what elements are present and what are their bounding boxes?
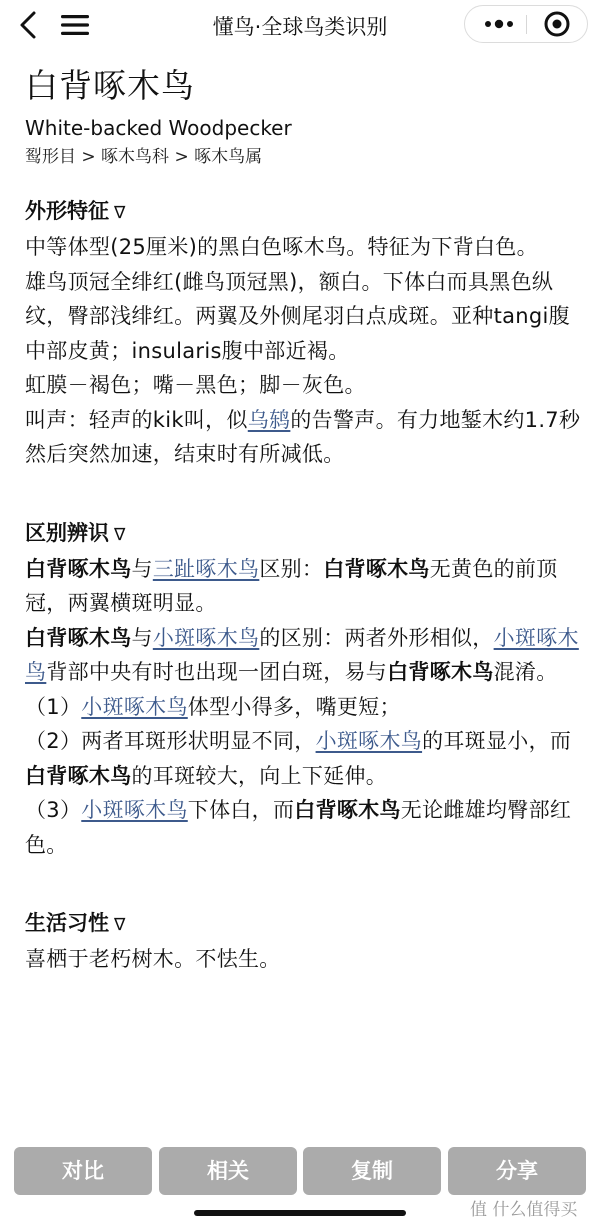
distinguish-item-1 xyxy=(25,690,585,725)
more-button[interactable] xyxy=(473,6,521,42)
text-part: 两者耳斑形状明显不同， xyxy=(81,729,316,753)
link-blackbird[interactable]: 乌鸫 xyxy=(247,407,291,432)
bird-name-bold: 白背啄木鸟 xyxy=(294,798,401,822)
link-lesser-spotted-woodpecker[interactable]: 小斑啄木鸟 xyxy=(25,625,579,684)
taxonomy-breadcrumb: 䴕形目 > 啄木鸟科 > 啄木鸟属 xyxy=(25,147,263,167)
bird-name-bold: 白背啄木鸟 xyxy=(25,556,132,581)
appearance-text: 中等体型(25厘米)的黑白色啄木鸟。特征为下背白色。 xyxy=(25,235,538,259)
more-dots-icon xyxy=(473,6,521,42)
habits-text: 喜栖于老朽树木。不怯生。 xyxy=(25,947,281,971)
capsule-divider xyxy=(526,15,527,34)
collapse-triangle-icon: ∇ xyxy=(114,203,126,223)
bottom-action-bar xyxy=(14,1147,586,1195)
text-part: 背部中央有时也出现一团白斑，易与 xyxy=(46,660,388,684)
back-button[interactable] xyxy=(14,7,46,43)
distinguish-item-2 xyxy=(25,724,585,793)
appearance-text: 虹膜－褐色；嘴－黑色；脚－灰色。 xyxy=(25,373,366,397)
text-part: 无论雌雄均臀部红色。 xyxy=(25,798,572,857)
copy-button[interactable]: 复制 xyxy=(303,1147,441,1195)
menu-button[interactable] xyxy=(58,11,92,39)
text-part: 体型小得多，嘴更短； xyxy=(187,694,401,719)
text-part: 无黄色的前顶冠，两翼横斑明显。 xyxy=(25,556,558,615)
mini-program-capsule xyxy=(464,5,588,43)
appearance-text: 雄鸟顶冠全绯红(雌鸟顶冠黑)，额白。下体白而具黑色纵纹，臀部浅绯红。两翼及外侧尾羽白点成斑。亚种tangi腹中部皮黄；insularis腹中部近褐。 xyxy=(25,269,570,363)
text-part: 的耳斑显小，而 xyxy=(422,729,572,753)
section-title: 外形特征 xyxy=(25,199,109,223)
text-part: 区别： xyxy=(259,556,324,581)
section-title: 区别辨识 xyxy=(25,520,109,545)
distinguish-text xyxy=(25,621,585,690)
text-part: 下体白，而 xyxy=(187,798,295,822)
link-lesser-spotted-woodpecker[interactable]: 小斑啄木鸟 xyxy=(315,729,423,753)
share-button[interactable]: 分享 xyxy=(448,1147,586,1195)
target-circle-icon xyxy=(533,6,581,42)
link-lesser-spotted-woodpecker[interactable]: 小斑啄木鸟 xyxy=(81,694,188,719)
distinguish-item-3 xyxy=(25,793,585,862)
text-part: 与 xyxy=(131,625,153,650)
home-indicator xyxy=(194,1210,406,1216)
hamburger-menu-icon xyxy=(58,11,92,39)
bird-detail-content xyxy=(25,62,585,977)
link-three-toed-woodpecker[interactable]: 三趾啄木鸟 xyxy=(152,556,260,581)
text-part: 与 xyxy=(131,556,153,581)
chevron-left-icon xyxy=(14,7,46,43)
call-text-part: 的告警声。有力地錾木约1.7秒然后突然加速，结束时有所减低。 xyxy=(25,407,581,466)
section-appearance-header[interactable] xyxy=(25,196,125,228)
text-part: 混淆。 xyxy=(493,660,558,684)
collapse-triangle-icon: ∇ xyxy=(114,915,126,935)
link-lesser-spotted-woodpecker[interactable]: 小斑啄木鸟 xyxy=(152,625,260,650)
watermark: 值 什么值得买 xyxy=(470,1200,578,1220)
collapse-triangle-icon: ∇ xyxy=(114,524,126,545)
distinguish-text xyxy=(25,552,585,621)
bird-chinese-name: 白背啄木鸟 xyxy=(25,66,195,105)
bird-name-bold: 白背啄木鸟 xyxy=(25,625,132,650)
text-part: 的耳斑较大，向上下延伸。 xyxy=(131,763,388,788)
bird-english-name: White-backed Woodpecker xyxy=(25,116,292,140)
item-number: （3） xyxy=(25,798,82,822)
text-part: 的区别：两者外形相似， xyxy=(259,625,494,650)
bird-name-bold: 白背啄木鸟 xyxy=(387,660,494,684)
link-lesser-spotted-woodpecker[interactable]: 小斑啄木鸟 xyxy=(81,798,188,822)
compare-button[interactable]: 对比 xyxy=(14,1147,152,1195)
bird-name-bold: 白背啄木鸟 xyxy=(25,763,132,788)
app-title: 懂鸟·全球鸟类识别 xyxy=(212,15,388,39)
close-button[interactable] xyxy=(533,6,581,42)
item-number: （1） xyxy=(25,694,82,719)
related-button[interactable]: 相关 xyxy=(159,1147,297,1195)
call-text xyxy=(25,403,585,472)
top-nav-bar xyxy=(0,0,600,50)
section-title: 生活习性 xyxy=(25,911,109,935)
section-habits-header[interactable] xyxy=(25,908,125,940)
call-text-part: 叫声：轻声的kik叫，似 xyxy=(25,407,248,432)
item-number: （2） xyxy=(25,729,82,753)
bird-name-bold: 白背啄木鸟 xyxy=(323,556,430,581)
section-distinguish-header[interactable] xyxy=(25,518,125,550)
